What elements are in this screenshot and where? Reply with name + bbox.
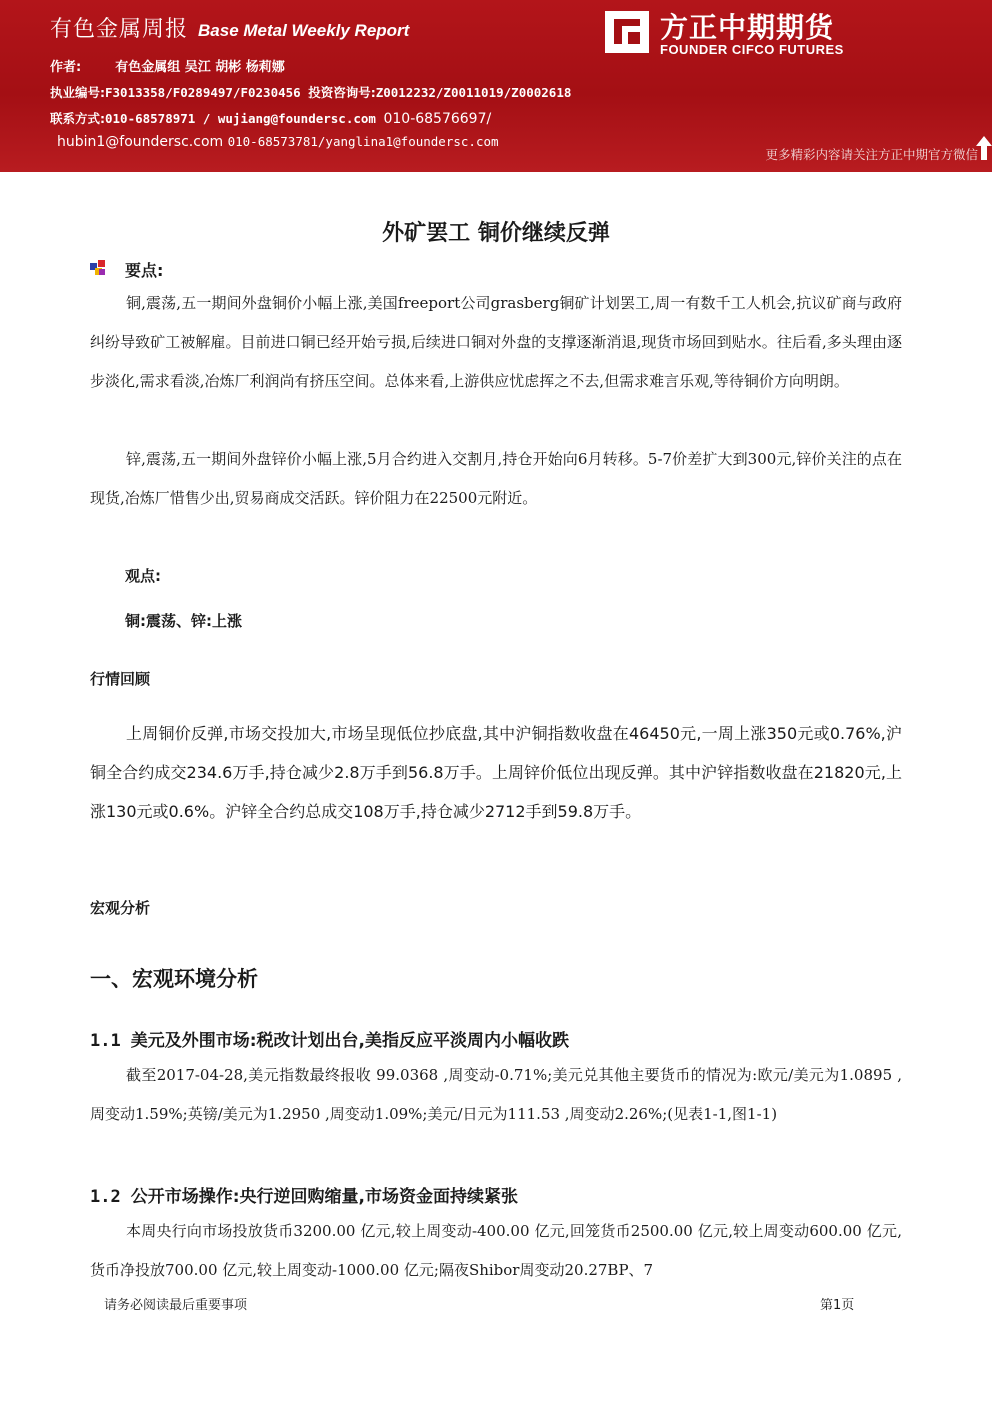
report-header: [0, 0, 992, 172]
keypoints-bullet-icon: [90, 260, 106, 276]
consult-label: 投资咨询号:: [308, 85, 376, 100]
contact-line-2: [57, 134, 499, 150]
review-paragraph: 上周铜价反弹,市场交投加大,市场呈现低位抄底盘,其中沪铜指数收盘在46450元,一周上涨350元或0.76%,沪铜全合约成交234.6万手,持仓减少2.8万手到56.8万手。上周锌价低位出现反弹。其中沪锌指数收盘在21820元,上涨130元或0.6%。沪锌全合约总成交108万手,持仓减少2712手到59.8万手。: [90, 724, 902, 821]
license-numbers: F3013358/F0289497/F0230456: [105, 85, 301, 100]
report-title: [50, 12, 409, 43]
subsection-1-2-number: 1.2: [90, 1187, 121, 1207]
contact-email-hubin[interactable]: hubin1@foundersc.com: [57, 134, 224, 150]
wechat-note[interactable]: 更多精彩内容请关注方正中期官方微信: [765, 147, 978, 162]
subsection-1-1-title: 美元及外围市场:税改计划出台,美指反应平淡周内小幅收跌: [130, 1031, 569, 1051]
founder-logo-icon: [604, 10, 650, 54]
view-text: 铜:震荡、锌:上涨: [125, 612, 242, 630]
subsection-1-2-heading: [90, 1182, 518, 1207]
subsection-1-1-heading: [90, 1026, 569, 1051]
footer-notice: 请务必阅读最后重要事项: [104, 1298, 248, 1313]
author-line: [50, 56, 285, 75]
macro-heading: 宏观分析: [90, 899, 151, 917]
consult-numbers: Z0012232/Z0011019/Z0002618: [375, 85, 572, 100]
up-arrow-icon: [976, 136, 992, 160]
subsection-1-2-title: 公开市场操作:央行逆回购缩量,市场资金面持续紧张: [130, 1187, 518, 1207]
contact-phone: 010-68576697/: [383, 111, 492, 127]
author-names: 有色金属组 吴江 胡彬 杨莉娜: [115, 60, 285, 75]
copper-paragraph: 铜,震荡,五一期间外盘铜价小幅上涨,美国freeport公司grasberg铜矿计划罢工,周一有数千工人机会,抗议矿商与政府纠纷导致矿工被解雇。目前进口铜已经开始亏损,后续进口铜对外盘的支撑逐渐消退,现货市场回到贴水。往后看,多头理由逐步淡化,需求看淡,冶炼厂利润尚有挤压空间。总体来看,上游供应忧虑挥之不去,但需求难言乐观,等待铜价方向明朗。: [90, 294, 902, 390]
logo-text-en: FOUNDER CIFCO FUTURES: [660, 42, 844, 57]
contact-label: 联系方式:: [50, 111, 105, 126]
contact-email-yanglina[interactable]: 010-68573781/yanglina1@foundersc.com: [227, 134, 499, 149]
author-label: 作者:: [50, 60, 82, 75]
license-line: [50, 83, 571, 101]
subsection-1-1-paragraph: 截至2017-04-28,美元指数最终报收 99.0368 ,周变动-0.71%;美元兑其他主要货币的情况为:欧元/美元为1.0895 ,周变动1.59%;英镑/美元为1.2950 ,周变动1.09%;美元/日元为111.53 ,周变动2.26%;(见表1-1,图1-1): [90, 1066, 902, 1123]
report-title-cn: 有色金属周报: [50, 17, 189, 42]
document-title: 外矿罢工 铜价继续反弹: [382, 221, 610, 246]
subsection-1-1-number: 1.1: [90, 1031, 121, 1051]
keypoints-label: 要点:: [125, 261, 164, 280]
logo-text-cn: 方正中期期货: [660, 11, 835, 44]
subsection-1-2-paragraph: 本周央行向市场投放货币3200.00 亿元,较上周变动-400.00 亿元,回笼货币2500.00 亿元,较上周变动600.00 亿元,货币净投放700.00 亿元,较上周变动-1000.00 亿元;隔夜Shibor周变动20.27BP、7: [90, 1222, 902, 1279]
review-heading: 行情回顾: [90, 670, 151, 688]
zinc-paragraph: 锌,震荡,五一期间外盘锌价小幅上涨,5月合约进入交割月,持仓开始向6月转移。5-7价差扩大到300元,锌价关注的点在现货,冶炼厂惜售少出,贸易商成交活跃。锌价阻力在22500元附近。: [90, 450, 902, 507]
contact-primary[interactable]: 010-68578971 / wujiang@foundersc.com: [105, 111, 376, 126]
view-label: 观点:: [125, 567, 161, 585]
page-number: 第1页: [820, 1298, 855, 1313]
contact-line: [50, 109, 491, 127]
report-title-en: Base Metal Weekly Report: [198, 21, 410, 40]
section-1-heading: 一、宏观环境分析: [90, 967, 258, 991]
license-label: 执业编号:: [50, 85, 105, 100]
